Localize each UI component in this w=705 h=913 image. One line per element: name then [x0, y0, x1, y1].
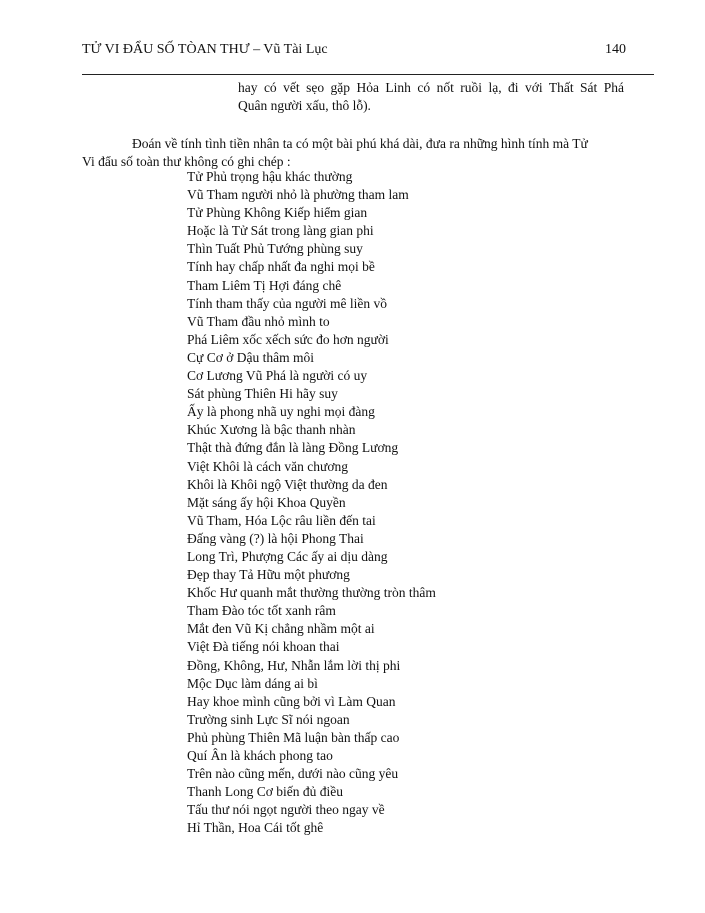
- text-line: Đoán về tính tình tiền nhân ta có một bài phú khá dài, đưa ra những hình tính mà Tử: [132, 136, 588, 151]
- poem-line: Tử Phùng Không Kiếp hiểm gian: [187, 205, 368, 221]
- poem-line: Việt Khôi là cách văn chương: [187, 458, 348, 474]
- poem-line: Đồng, Không, Hư, Nhẫn lắm lời thị phi: [187, 657, 401, 673]
- poem-line: Thật thà đứng đắn là làng Đồng Lương: [187, 440, 399, 456]
- poem-line: Hoặc là Tử Sát trong làng gian phi: [187, 223, 374, 239]
- page-number: 140: [605, 42, 626, 57]
- poem-verses: [187, 168, 436, 837]
- poem-line: Khốc Hư quanh mắt thường thường tròn thâm: [187, 585, 436, 601]
- poem-line: Tham Liêm Tị Hợi đáng chê: [187, 277, 342, 293]
- poem-line: Vũ Tham người nhỏ là phường tham lam: [187, 187, 409, 203]
- poem-line: Khôi là Khôi ngộ Việt thường da đen: [187, 476, 388, 492]
- poem-line: Thanh Long Cơ biến đủ điều: [187, 784, 343, 800]
- page-header: [82, 42, 626, 62]
- poem-line: Quí Ân là khách phong tao: [187, 748, 333, 763]
- poem-line: Phủ phùng Thiên Mã luận bàn thấp cao: [187, 729, 400, 745]
- poem-line: Tham Đào tóc tốt xanh râm: [187, 603, 336, 619]
- poem-line: Vũ Tham đầu nhỏ mình to: [187, 313, 330, 329]
- poem-line: Đấng vàng (?) là hội Phong Thai: [187, 530, 364, 546]
- intro-paragraph: [82, 135, 626, 171]
- text-line: Vi đẩu số toàn thư không có ghi chép :: [82, 154, 291, 169]
- continued-paragraph: [238, 79, 624, 115]
- text-line: Quân người xấu, thô lỗ).: [238, 98, 371, 113]
- poem-line: Hay khoe mình cũng bởi vì Làm Quan: [187, 693, 396, 709]
- poem-line: Trên nào cũng mến, dưới nào cũng yêu: [187, 766, 399, 782]
- poem-line: Ấy là phong nhã uy nghi mọi đàng: [187, 404, 375, 420]
- header-rule: [82, 74, 654, 75]
- running-title: TỬ VI ĐẨU SỐ TÒAN THƯ – Vũ Tài Lục: [82, 42, 328, 57]
- poem-line: Vũ Tham, Hóa Lộc râu liền đến tai: [187, 512, 376, 528]
- poem-line: Thìn Tuất Phủ Tướng phùng suy: [187, 241, 363, 257]
- poem-line: Tính hay chấp nhất đa nghi mọi bề: [187, 259, 375, 275]
- poem-line: Mộc Dục làm dáng ai bì: [187, 675, 318, 691]
- poem-line: Long Trì, Phượng Các ấy ai dịu dàng: [187, 548, 388, 564]
- poem-line: Tấu thư nói ngọt người theo ngay về: [187, 802, 385, 818]
- poem-line: Cơ Lương Vũ Phá là người có uy: [187, 368, 368, 384]
- text-line: hay có vết sẹo gặp Hỏa Linh có nốt ruồi lạ, đi với Thất Sát Phá: [238, 80, 624, 95]
- poem-line: Tử Phủ trọng hậu khác thường: [187, 169, 353, 184]
- poem-line: Việt Đà tiếng nói khoan thai: [187, 639, 340, 655]
- poem-line: Phá Liêm xốc xếch sức đo hơn người: [187, 331, 389, 347]
- poem-line: Hỉ Thần, Hoa Cái tốt ghê: [187, 820, 324, 836]
- poem-line: Tính tham thấy của người mê liền vồ: [187, 295, 388, 311]
- poem-line: Khúc Xương là bậc thanh nhàn: [187, 422, 356, 438]
- poem-line: Đẹp thay Tả Hữu một phương: [187, 567, 350, 583]
- poem-line: Mặt sáng ấy hội Khoa Quyền: [187, 494, 346, 510]
- poem-line: Sát phùng Thiên Hi hãy suy: [187, 386, 338, 402]
- poem-line: Trường sinh Lực Sĩ nói ngoan: [187, 711, 350, 727]
- poem-line: Cự Cơ ở Dậu thâm môi: [187, 349, 314, 365]
- poem-line: Mắt đen Vũ Kị chẳng nhầm một ai: [187, 621, 375, 637]
